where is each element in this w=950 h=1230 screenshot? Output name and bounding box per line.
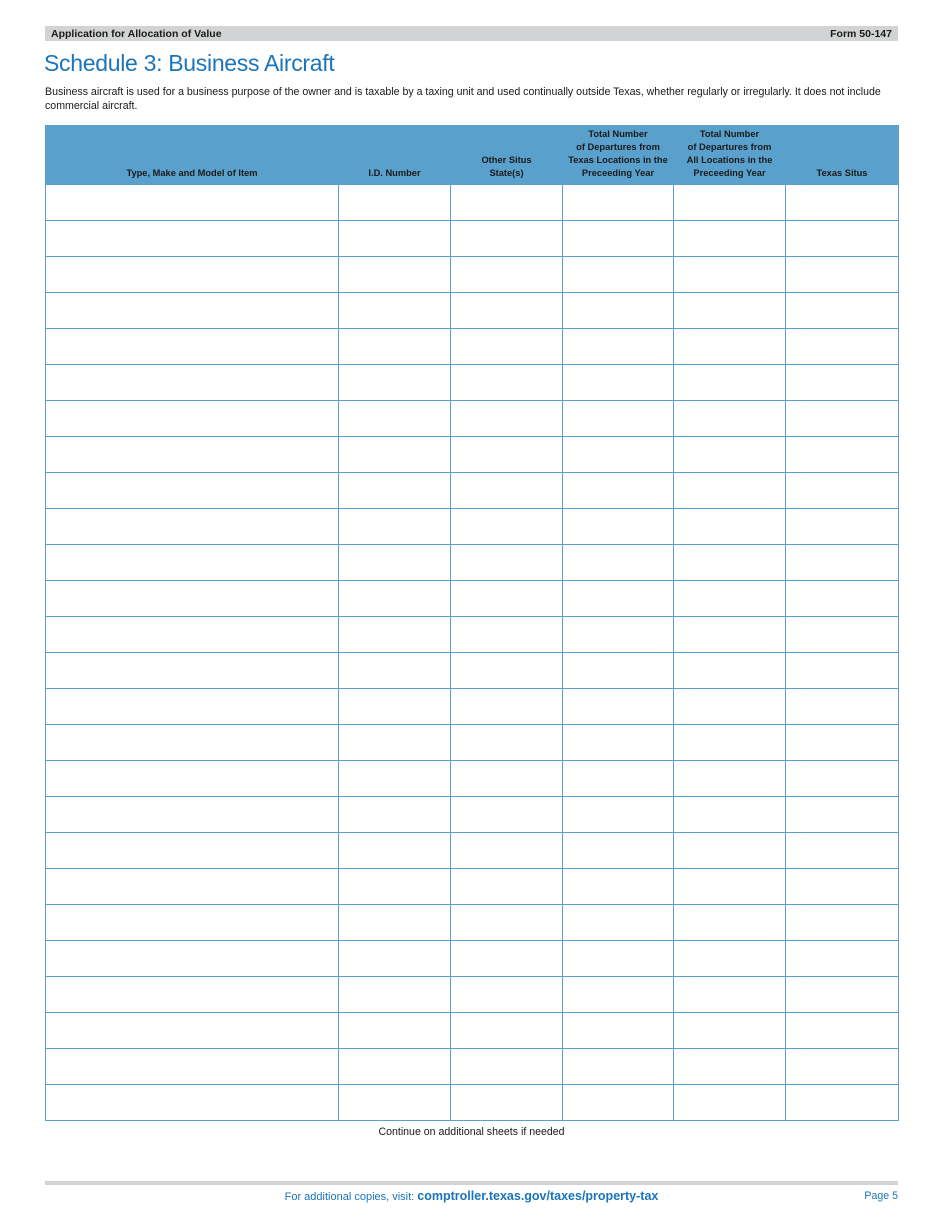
departures-all-field[interactable]	[674, 580, 786, 616]
departures-texas-field[interactable]	[563, 472, 674, 508]
texas-situs-field[interactable]	[786, 220, 899, 256]
type-make-model-field[interactable]	[46, 976, 339, 1012]
departures-all-field[interactable]	[674, 328, 786, 364]
departures-all-field[interactable]	[674, 292, 786, 328]
departures-texas-field[interactable]	[563, 868, 674, 904]
departures-all-field[interactable]	[674, 1048, 786, 1084]
type-make-model-field[interactable]	[46, 508, 339, 544]
texas-situs-field[interactable]	[786, 184, 899, 220]
departures-all-field[interactable]	[674, 760, 786, 796]
other-situs-states-field[interactable]	[451, 544, 563, 580]
other-situs-states-field[interactable]	[451, 400, 563, 436]
column-header-other-situs-states: Other Situs State(s)	[451, 125, 563, 184]
departures-all-field[interactable]	[674, 472, 786, 508]
type-make-model-field[interactable]	[46, 400, 339, 436]
id-number-field[interactable]	[339, 796, 451, 832]
departures-texas-field[interactable]	[563, 400, 674, 436]
departures-all-field[interactable]	[674, 256, 786, 292]
type-make-model-field[interactable]	[46, 724, 339, 760]
type-make-model-field[interactable]	[46, 256, 339, 292]
other-situs-states-field[interactable]	[451, 976, 563, 1012]
departures-texas-field[interactable]	[563, 976, 674, 1012]
other-situs-states-field[interactable]	[451, 1012, 563, 1048]
page-title: Schedule 3: Business Aircraft	[44, 50, 335, 76]
id-number-field[interactable]	[339, 904, 451, 940]
other-situs-states-field[interactable]	[451, 580, 563, 616]
type-make-model-field[interactable]	[46, 832, 339, 868]
other-situs-states-field[interactable]	[451, 184, 563, 220]
type-make-model-field[interactable]	[46, 292, 339, 328]
type-make-model-field[interactable]	[46, 796, 339, 832]
departures-all-field[interactable]	[674, 724, 786, 760]
departures-all-field[interactable]	[674, 1084, 786, 1120]
table-row	[46, 220, 899, 256]
texas-situs-field[interactable]	[786, 292, 899, 328]
departures-texas-field[interactable]	[563, 652, 674, 688]
departures-texas-field[interactable]	[563, 184, 674, 220]
texas-situs-field[interactable]	[786, 328, 899, 364]
departures-texas-field[interactable]	[563, 724, 674, 760]
departures-texas-field[interactable]	[563, 904, 674, 940]
texas-situs-field[interactable]	[786, 724, 899, 760]
departures-all-field[interactable]	[674, 544, 786, 580]
texas-situs-field[interactable]	[786, 1048, 899, 1084]
other-situs-states-field[interactable]	[451, 436, 563, 472]
departures-all-field[interactable]	[674, 904, 786, 940]
id-number-field[interactable]	[339, 1084, 451, 1120]
table-row	[46, 184, 899, 220]
column-header-departures-all: Total Number of Departures from All Locations in the Preceeding Year	[674, 125, 786, 184]
departures-all-field[interactable]	[674, 940, 786, 976]
texas-situs-field[interactable]	[786, 1084, 899, 1120]
departures-all-field[interactable]	[674, 688, 786, 724]
id-number-field[interactable]	[339, 184, 451, 220]
texas-situs-field[interactable]	[786, 256, 899, 292]
texas-situs-field[interactable]	[786, 976, 899, 1012]
departures-all-field[interactable]	[674, 832, 786, 868]
table-row	[46, 868, 899, 904]
table-row	[46, 1048, 899, 1084]
texas-situs-field[interactable]	[786, 940, 899, 976]
other-situs-states-field[interactable]	[451, 760, 563, 796]
table-row	[46, 1012, 899, 1048]
departures-all-field[interactable]	[674, 976, 786, 1012]
type-make-model-field[interactable]	[46, 1012, 339, 1048]
form-number: Form 50-147	[830, 27, 892, 40]
footer-link[interactable]: comptroller.texas.gov/taxes/property-tax	[417, 1189, 659, 1203]
type-make-model-field[interactable]	[46, 1048, 339, 1084]
other-situs-states-field[interactable]	[451, 328, 563, 364]
departures-texas-field[interactable]	[563, 760, 674, 796]
id-number-field[interactable]	[339, 220, 451, 256]
texas-situs-field[interactable]	[786, 616, 899, 652]
intro-text: Business aircraft is used for a business purpose of the owner and is taxable by a taxing unit and used continually outside Texas, whether regularly or irregularly. It does not include commercial aircraft.	[45, 86, 881, 112]
other-situs-states-field[interactable]	[451, 508, 563, 544]
other-situs-states-field[interactable]	[451, 940, 563, 976]
table-body	[46, 184, 899, 1120]
column-header-texas-situs: Texas Situs	[786, 125, 899, 184]
table-row	[46, 760, 899, 796]
id-number-field[interactable]	[339, 364, 451, 400]
texas-situs-field[interactable]	[786, 508, 899, 544]
footer-divider	[45, 1181, 898, 1185]
texas-situs-field[interactable]	[786, 904, 899, 940]
id-number-field[interactable]	[339, 256, 451, 292]
table-row	[46, 904, 899, 940]
table-row	[46, 544, 899, 580]
id-number-field[interactable]	[339, 976, 451, 1012]
texas-situs-field[interactable]	[786, 832, 899, 868]
table-row	[46, 328, 899, 364]
table-row	[46, 580, 899, 616]
type-make-model-field[interactable]	[46, 544, 339, 580]
texas-situs-field[interactable]	[786, 760, 899, 796]
departures-texas-field[interactable]	[563, 364, 674, 400]
departures-all-field[interactable]	[674, 364, 786, 400]
table-row	[46, 292, 899, 328]
id-number-field[interactable]	[339, 472, 451, 508]
page-number: Page 5	[864, 1190, 898, 1202]
table-row	[46, 400, 899, 436]
id-number-field[interactable]	[339, 1048, 451, 1084]
departures-all-field[interactable]	[674, 184, 786, 220]
texas-situs-field[interactable]	[786, 796, 899, 832]
texas-situs-field[interactable]	[786, 472, 899, 508]
type-make-model-field[interactable]	[46, 904, 339, 940]
continue-note: Continue on additional sheets if needed	[378, 1126, 565, 1138]
departures-texas-field[interactable]	[563, 544, 674, 580]
table-row	[46, 472, 899, 508]
other-situs-states-field[interactable]	[451, 1084, 563, 1120]
departures-all-field[interactable]	[674, 400, 786, 436]
id-number-field[interactable]	[339, 508, 451, 544]
id-number-field[interactable]	[339, 328, 451, 364]
departures-all-field[interactable]	[674, 616, 786, 652]
departures-texas-field[interactable]	[563, 832, 674, 868]
table-row	[46, 364, 899, 400]
other-situs-states-field[interactable]	[451, 364, 563, 400]
other-situs-states-field[interactable]	[451, 220, 563, 256]
type-make-model-field[interactable]	[46, 436, 339, 472]
id-number-field[interactable]	[339, 868, 451, 904]
other-situs-states-field[interactable]	[451, 688, 563, 724]
other-situs-states-field[interactable]	[451, 256, 563, 292]
texas-situs-field[interactable]	[786, 688, 899, 724]
table-row	[46, 1084, 899, 1120]
other-situs-states-field[interactable]	[451, 616, 563, 652]
id-number-field[interactable]	[339, 544, 451, 580]
table-row	[46, 940, 899, 976]
table-row	[46, 724, 899, 760]
id-number-field[interactable]	[339, 832, 451, 868]
texas-situs-field[interactable]	[786, 364, 899, 400]
id-number-field[interactable]	[339, 940, 451, 976]
other-situs-states-field[interactable]	[451, 472, 563, 508]
type-make-model-field[interactable]	[46, 364, 339, 400]
type-make-model-field[interactable]	[46, 940, 339, 976]
departures-texas-field[interactable]	[563, 256, 674, 292]
table-row	[46, 256, 899, 292]
other-situs-states-field[interactable]	[451, 832, 563, 868]
other-situs-states-field[interactable]	[451, 868, 563, 904]
table-row	[46, 976, 899, 1012]
id-number-field[interactable]	[339, 724, 451, 760]
departures-texas-field[interactable]	[563, 1012, 674, 1048]
departures-texas-field[interactable]	[563, 688, 674, 724]
departures-texas-field[interactable]	[563, 616, 674, 652]
id-number-field[interactable]	[339, 1012, 451, 1048]
other-situs-states-field[interactable]	[451, 1048, 563, 1084]
departures-texas-field[interactable]	[563, 796, 674, 832]
type-make-model-field[interactable]	[46, 616, 339, 652]
departures-texas-field[interactable]	[563, 436, 674, 472]
id-number-field[interactable]	[339, 580, 451, 616]
type-make-model-field[interactable]	[46, 220, 339, 256]
type-make-model-field[interactable]	[46, 328, 339, 364]
table-row	[46, 652, 899, 688]
footer-prefix: For additional copies, visit:	[284, 1191, 418, 1203]
type-make-model-field[interactable]	[46, 652, 339, 688]
departures-all-field[interactable]	[674, 796, 786, 832]
type-make-model-field[interactable]	[46, 760, 339, 796]
type-make-model-field[interactable]	[46, 1084, 339, 1120]
footer-copies-note	[45, 1189, 898, 1203]
table-row	[46, 796, 899, 832]
other-situs-states-field[interactable]	[451, 724, 563, 760]
other-situs-states-field[interactable]	[451, 292, 563, 328]
departures-all-field[interactable]	[674, 220, 786, 256]
id-number-field[interactable]	[339, 400, 451, 436]
type-make-model-field[interactable]	[46, 184, 339, 220]
other-situs-states-field[interactable]	[451, 904, 563, 940]
departures-texas-field[interactable]	[563, 292, 674, 328]
column-header-departures-texas: Total Number of Departures from Texas Locations in the Preceeding Year	[563, 125, 674, 184]
table-header-row	[46, 125, 899, 184]
departures-all-field[interactable]	[674, 436, 786, 472]
table-row	[46, 832, 899, 868]
type-make-model-field[interactable]	[46, 868, 339, 904]
type-make-model-field[interactable]	[46, 580, 339, 616]
column-header-type-make-model: Type, Make and Model of Item	[46, 125, 339, 184]
departures-texas-field[interactable]	[563, 1084, 674, 1120]
texas-situs-field[interactable]	[786, 868, 899, 904]
departures-texas-field[interactable]	[563, 940, 674, 976]
id-number-field[interactable]	[339, 436, 451, 472]
departures-texas-field[interactable]	[563, 580, 674, 616]
departures-texas-field[interactable]	[563, 1048, 674, 1084]
departures-all-field[interactable]	[674, 652, 786, 688]
texas-situs-field[interactable]	[786, 1012, 899, 1048]
departures-all-field[interactable]	[674, 1012, 786, 1048]
departures-texas-field[interactable]	[563, 328, 674, 364]
other-situs-states-field[interactable]	[451, 652, 563, 688]
id-number-field[interactable]	[339, 652, 451, 688]
id-number-field[interactable]	[339, 616, 451, 652]
type-make-model-field[interactable]	[46, 472, 339, 508]
id-number-field[interactable]	[339, 760, 451, 796]
texas-situs-field[interactable]	[786, 580, 899, 616]
business-aircraft-table	[45, 125, 899, 1121]
texas-situs-field[interactable]	[786, 652, 899, 688]
departures-all-field[interactable]	[674, 508, 786, 544]
form-header-bar	[45, 26, 898, 41]
table-row	[46, 616, 899, 652]
form-title: Application for Allocation of Value	[51, 27, 222, 40]
texas-situs-field[interactable]	[786, 544, 899, 580]
table-row	[46, 688, 899, 724]
id-number-field[interactable]	[339, 688, 451, 724]
table-row	[46, 436, 899, 472]
id-number-field[interactable]	[339, 292, 451, 328]
texas-situs-field[interactable]	[786, 436, 899, 472]
column-header-id-number: I.D. Number	[339, 125, 451, 184]
departures-texas-field[interactable]	[563, 220, 674, 256]
table-row	[46, 508, 899, 544]
departures-texas-field[interactable]	[563, 508, 674, 544]
other-situs-states-field[interactable]	[451, 796, 563, 832]
texas-situs-field[interactable]	[786, 400, 899, 436]
departures-all-field[interactable]	[674, 868, 786, 904]
type-make-model-field[interactable]	[46, 688, 339, 724]
